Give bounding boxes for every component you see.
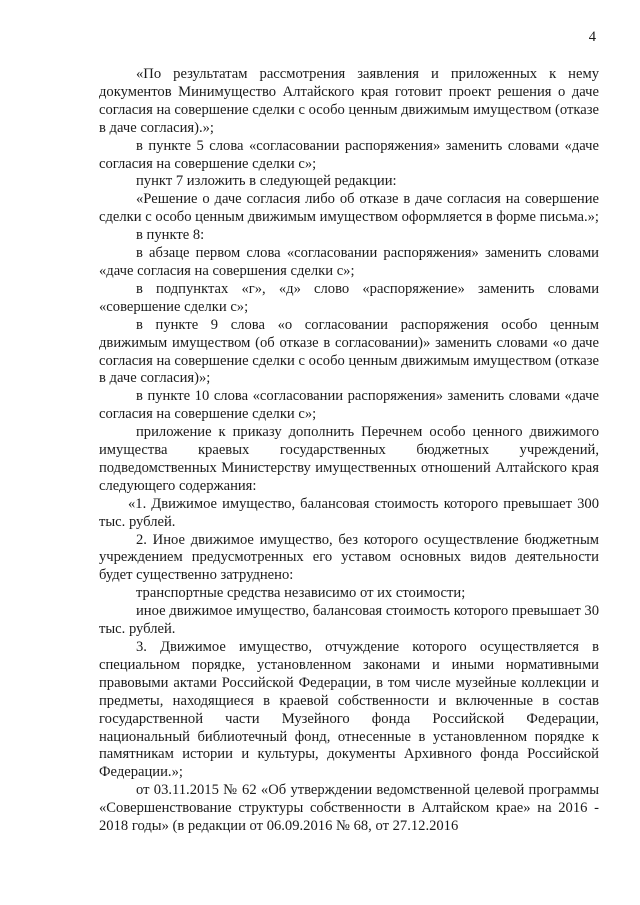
list-item-3: 3. Движимое имущество, отчуждение которого осуществляется в специальном порядке, установленном законами и иными нормативными правовыми актами Российской Федерации, в том числе музейные коллекции и предметы, находящиеся в краевой собственности и включенные в состав государственной части Музейного фонда Российской Федерации, национальный библиотечный фонд, отнесенные в установленном порядке к памятникам истории и культуры, документы Архивного фонда Российской Федерации.»; <box>99 639 599 781</box>
list-item-2: 2. Иное движимое имущество, без которого осуществление бюджетным учреждением предусмотренных его уставом основных видов деятельности будет существенно затруднено: <box>99 531 599 584</box>
list-item-2-vehicles: транспортные средства независимо от их стоимости; <box>136 585 466 602</box>
paragraph-item-8-first: в абзаце первом слова «согласовании распоряжения» заменить словами «даче согласия на совершения сделки с»; <box>99 245 599 279</box>
paragraph-quote-results: «По результатам рассмотрения заявления и приложенных к нему документов Минимущество Алтайского края готовит проект решения о даче согласия на совершение сделки с особо ценным движимым имуществом (отказе в даче согласия).»; <box>99 66 599 136</box>
paragraph-item-8-subitems: в подпунктах «г», «д» слово «распоряжение» заменить словами «совершение сделки с»; <box>99 280 599 315</box>
paragraph-item-10: в пункте 10 слова «согласовании распоряжения» заменить словами «даче согласия на совершение сделки с»; <box>99 388 599 423</box>
paragraph-item-9: в пункте 9 слова «о согласовании распоряжения особо ценным движимым имуществом (об отказе в согласовании)» заменить словами «о даче согласия на совершение сделки с особо ценным движимым имуществом (отказе в даче согласия)»; <box>99 316 599 387</box>
list-item-1: «1. Движимое имущество, балансовая стоимость которого превышает 300 тыс. рублей. <box>99 495 599 530</box>
paragraph-order-2015: от 03.11.2015 № 62 «Об утверждении ведомственной целевой программы «Совершенствование структуры собственности в Алтайском крае» на 2016 - 2018 годы» (в редакции от 06.09.2016 № 68, от 27.12.2016 <box>99 782 599 835</box>
paragraph-item-5: в пункте 5 слова «согласовании распоряжения» заменить словами «даче согласия на совершение сделки с»; <box>99 137 599 172</box>
page-number: 4 <box>588 29 596 45</box>
paragraph-item-7-text: «Решение о даче согласия либо об отказе в даче согласия на совершение сделки с особо ценным движимым имуществом оформляется в форме письма.»; <box>99 191 599 226</box>
document-body <box>99 66 599 836</box>
paragraph-item-8: в пункте 8: <box>136 227 205 244</box>
list-item-2-other: иное движимое имущество, балансовая стоимость которого превышает 30 тыс. рублей. <box>99 603 599 638</box>
paragraph-appendix: приложение к приказу дополнить Перечнем особо ценного движимого имущества краевых государственных бюджетных учреждений, подведомственных Министерству имущественных отношений Алтайского края следующего содержания: <box>99 424 599 494</box>
paragraph-item-7: пункт 7 изложить в следующей редакции: <box>136 173 397 190</box>
